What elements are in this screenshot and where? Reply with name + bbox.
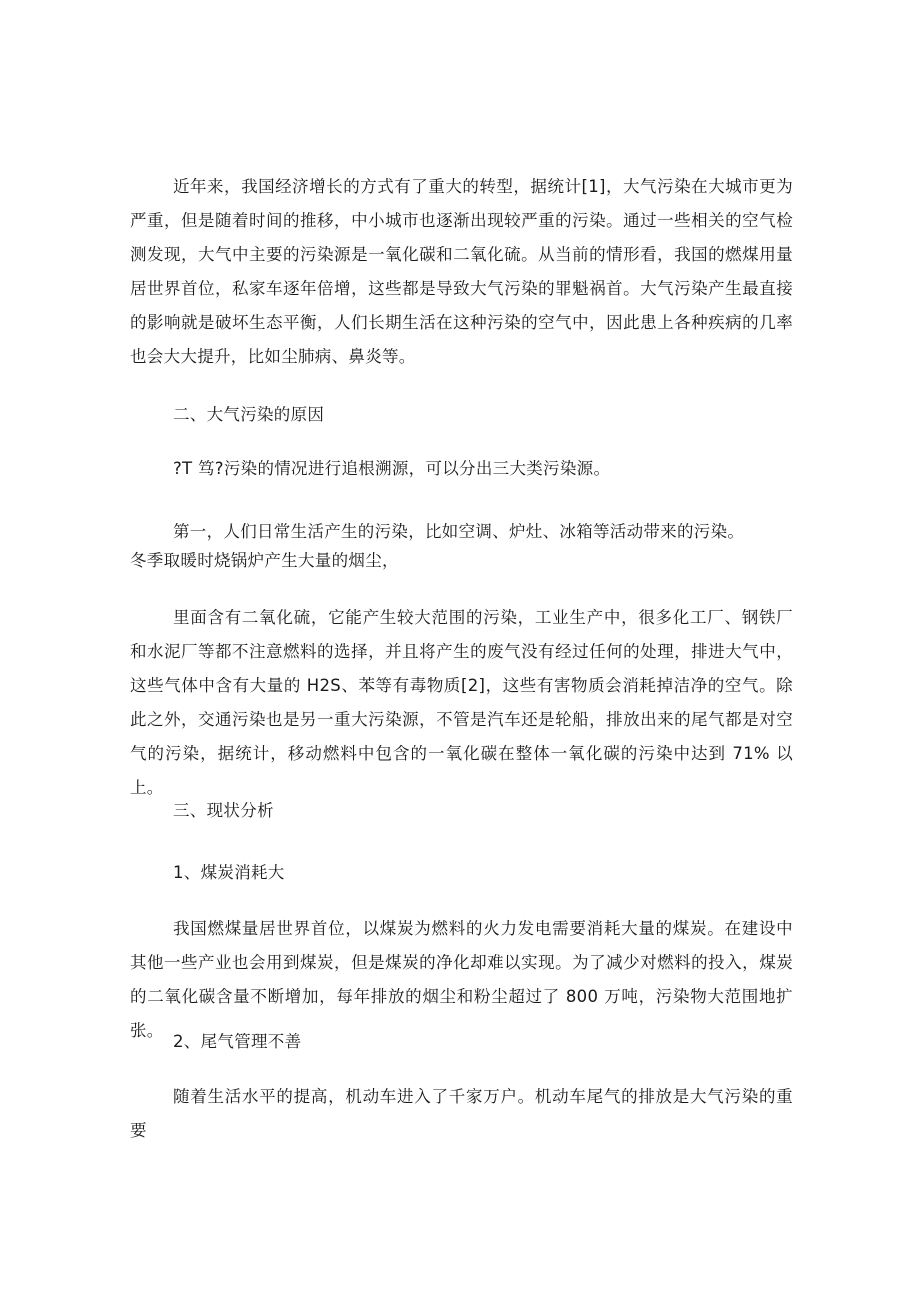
paragraph-sources-intro: ?T 笃?污染的情况进行追根溯源，可以分出三大类污染源。 — [173, 459, 611, 478]
section-heading-status: 三、现状分析 — [173, 801, 274, 820]
paragraph-industrial-traffic: 里面含有二氧化硫，它能产生较大范围的污染，工业生产中，很多化工厂、钢铁厂和水泥厂等都不注意燃料的选择，并且将产生的废气没有经过任何的处理，排进大气中，这些气体中含有大量的 H2S、苯等有毒物质[2]，这些有害物质会消耗掉洁净的空气。除此之外，交通污染也是另一重大污染源，不管是汽车还是轮船，排放出来的尾气都是对空气的污染，据统计，移动燃料中包含的一氧化碳在整体一氧化碳的污染中达到 71% 以上。 — [130, 608, 793, 797]
paragraph-first-source-line-1: 第一，人们日常生活产生的污染，比如空调、炉灶、冰箱等活动带来的污染。 — [173, 522, 745, 541]
paragraph-exhaust: 随着生活水平的提高，机动车进入了千家万户。机动车尾气的排放是大气污染的重要 — [130, 1087, 793, 1140]
paragraph-first-source — [130, 515, 793, 578]
subsection-heading-exhaust: 2、尾气管理不善 — [173, 1032, 302, 1051]
paragraph-first-source-line-2: 冬季取暖时烧锅炉产生大量的烟尘， — [130, 551, 399, 570]
paragraph-intro: 近年来，我国经济增长的方式有了重大的转型，据统计[1]，大气污染在大城市更为严重，但是随着时间的推移，中小城市也逐渐出现较严重的污染。通过一些相关的空气检测发现，大气中主要的污染源是一氧化碳和二氧化硫。从当前的情形看，我国的燃煤用量居世界首位，私家车逐年倍增，这些都是导致大气污染的罪魁祸首。大气污染产生最直接的影响就是破坏生态平衡，人们长期生活在这种污染的空气中，因此患上各种疾病的几率也会大大提升，比如尘肺病、鼻炎等。 — [130, 177, 793, 366]
subsection-heading-coal: 1、煤炭消耗大 — [173, 863, 285, 882]
section-heading-causes: 二、大气污染的原因 — [173, 405, 325, 424]
paragraph-coal: 我国燃煤量居世界首位，以煤炭为燃料的火力发电需要消耗大量的煤炭。在建设中其他一些产业也会用到煤炭，但是煤炭的净化却难以实现。为了减少对燃料的投入，煤炭的二氧化碳含量不断增加，每年排放的烟尘和粉尘超过了 800 万吨，污染物大范围地扩张。 — [130, 919, 793, 1040]
